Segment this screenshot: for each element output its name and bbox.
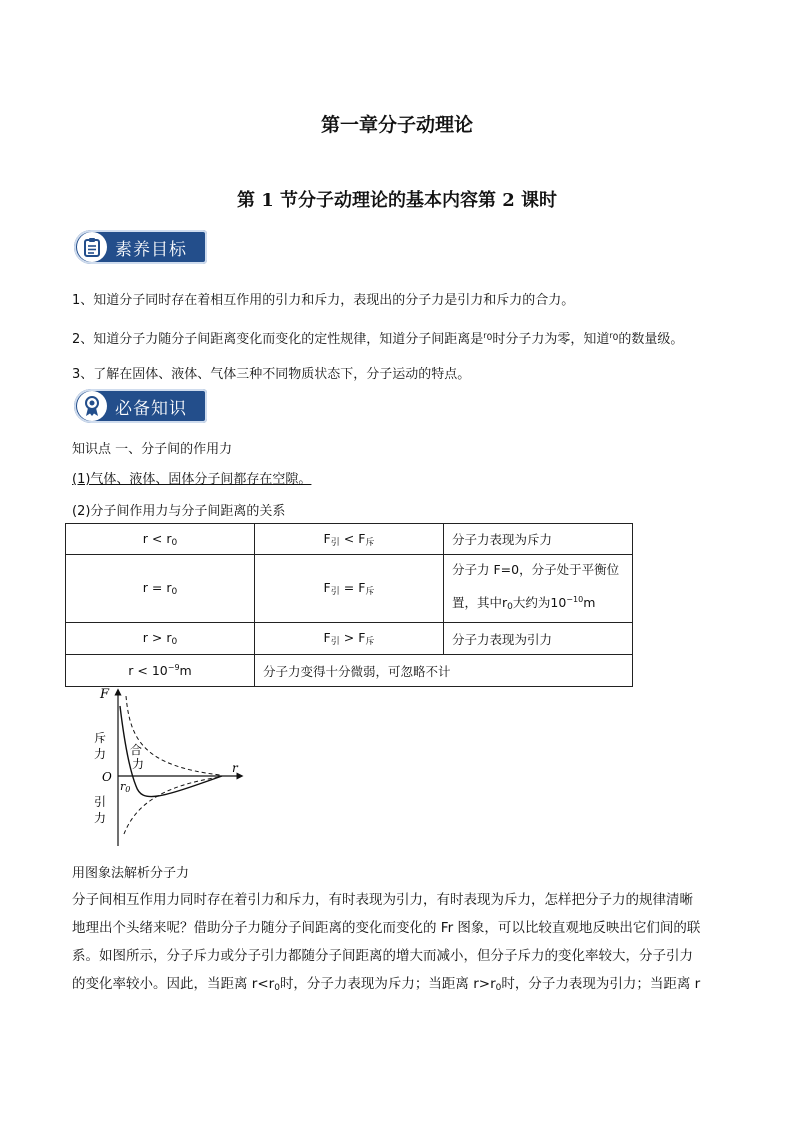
table-row xyxy=(66,555,633,623)
table-cell: $F_引 > F_斥$ xyxy=(255,623,444,655)
molecular-force-graph xyxy=(90,686,250,850)
graph-label-r: r xyxy=(232,761,238,775)
force-distance-table xyxy=(65,523,633,687)
table-cell: $r < 10^{-9}m$ xyxy=(66,655,255,687)
knowledge-banner xyxy=(74,389,207,423)
clipboard-icon xyxy=(77,232,107,262)
goal-1: 1、知道分子同时存在着相互作用的引力和斥力，表现出的分子力是引力和斥力的合力。 xyxy=(72,293,575,308)
graph-label-net-2: 力 xyxy=(132,757,145,771)
graph-label-repulsion-2: 力 xyxy=(94,747,107,761)
graph-label-repulsion-1: 斥 xyxy=(94,731,107,745)
table-cell: 分子力变得十分微弱，可忽略不计 xyxy=(255,655,633,687)
table-cell: 分子力表现为引力 xyxy=(444,623,633,655)
knowledge-banner-label: 必备知识 xyxy=(115,398,187,419)
graph-label-attraction-1: 引 xyxy=(94,795,107,809)
graph-label-F: F xyxy=(100,687,110,702)
table-cell: $r = r_0$ xyxy=(66,555,255,623)
table-cell: $F_引 = F_斥$ xyxy=(255,555,444,623)
graph-label-r0: r0 xyxy=(120,780,131,794)
chapter-title: 第一章分子动理论 xyxy=(320,114,473,136)
table-row xyxy=(66,655,633,687)
table-cell: $F_引 < F_斥$ xyxy=(255,524,444,555)
knowledge-point-1: (1)气体、液体、固体分子间都存在空隙。 xyxy=(72,472,312,487)
table-row xyxy=(66,524,633,555)
knowledge-point-2: (2)分子间作用力与分子间距离的关系 xyxy=(72,504,286,519)
r0-symbol: r0 xyxy=(609,331,619,343)
section-title: 第 1 节分子动理论的基本内容第 2 课时 xyxy=(236,190,558,211)
goal-2: 2、知道分子力随分子间距离变化而变化的定性规律，知道分子间距离是$^{r0}$时分子力为零，知道$^{r0}$的数量级。 xyxy=(72,331,684,347)
knowledge-point-title: 知识点 一、分子间的作用力 xyxy=(72,442,233,457)
table-cell: $r > r_0$ xyxy=(66,623,255,655)
r0-symbol: r0 xyxy=(483,331,493,343)
goals-banner xyxy=(74,230,207,264)
goal-3: 3、了解在固体、液体、气体三种不同物质状态下，分子运动的特点。 xyxy=(72,367,471,382)
award-icon xyxy=(77,391,107,421)
analysis-title: 用图象法解析分子力 xyxy=(72,866,190,881)
graph-label-O: O xyxy=(102,770,112,784)
graph-label-attraction-2: 力 xyxy=(94,811,107,825)
attraction-curve xyxy=(124,777,220,834)
table-cell: $r < r_0$ xyxy=(66,524,255,555)
table-cell: 分子力 F=0，分子处于平衡位 置，其中$r_0$大约为$10^{-10}m$ xyxy=(444,555,633,623)
goals-banner-label: 素养目标 xyxy=(115,239,187,260)
table-cell: 分子力表现为斥力 xyxy=(444,524,633,555)
table-row xyxy=(66,623,633,655)
graph-label-net-1: 合 xyxy=(130,743,143,757)
analysis-paragraph: 分子间相互作用力同时存在着引力和斥力，有时表现为引力，有时表现为斥力，怎样把分子力的规律清晰 地理出个头绪来呢？借助分子力随分子间距离的变化而变化的 Fr 图象，可以比较直观地反映出它们间的联 系。如图所示，分子斥力或分子引力都随分子间距离的增大而减小，但分子斥力的变化率较大，分子引力 的变化率较小。因此，当距离 $r<r_0$时，分子力表现为斥力；当距离 $r>r_0$时，分子力表现为引力；当距离 r xyxy=(72,892,701,993)
